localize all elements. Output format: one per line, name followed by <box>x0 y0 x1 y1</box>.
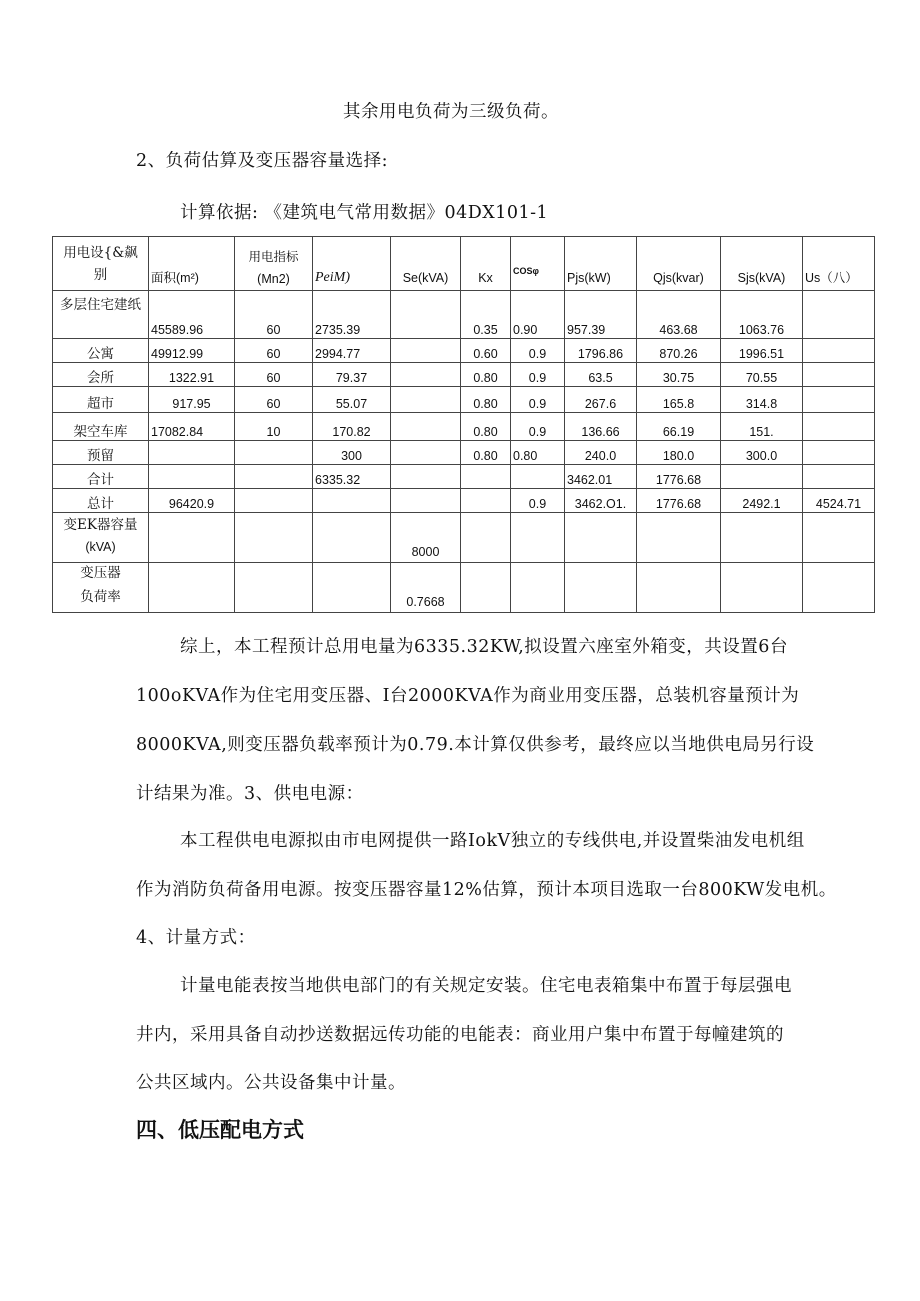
row-se <box>391 489 461 513</box>
row-cos: 0.80 <box>511 441 565 465</box>
capacity-empty-cell <box>565 513 637 563</box>
row-cos: 0.9 <box>511 387 565 413</box>
row-index <box>235 465 313 489</box>
row-area: 49912.99 <box>149 339 235 363</box>
row-index <box>235 489 313 513</box>
header-cos <box>511 237 565 291</box>
capacity-empty-cell <box>235 513 313 563</box>
row-cos <box>511 465 565 489</box>
load-rate-value: 0.7668 <box>391 563 461 613</box>
load-rate-empty-cell <box>313 563 391 613</box>
header-name <box>53 237 149 291</box>
load-rate-empty-cell <box>637 563 721 613</box>
row-pjs: 3462.O1. <box>565 489 637 513</box>
header-kx: Kx <box>461 237 511 291</box>
row-qjs: 165.8 <box>637 387 721 413</box>
paragraph-line: 综上，本工程预计总用电量为6335.32KW,拟设置六座室外箱变，共设置6台 <box>180 637 788 657</box>
load-rate-label <box>53 563 149 613</box>
row-index <box>235 441 313 465</box>
row-qjs: 1776.68 <box>637 489 721 513</box>
capacity-empty-cell <box>511 513 565 563</box>
load-rate-empty-cell <box>803 563 875 613</box>
row-sjs: 70.55 <box>721 363 803 387</box>
row-sjs: 314.8 <box>721 387 803 413</box>
load-rate-label-line1: 变压器 <box>80 565 121 581</box>
row-sjs: 1996.51 <box>721 339 803 363</box>
row-pjs: 136.66 <box>565 413 637 441</box>
row-kx: 0.35 <box>461 291 511 339</box>
row-sjs: 2492.1 <box>721 489 803 513</box>
header-area: 面积(m²) <box>149 237 235 291</box>
row-index: 60 <box>235 387 313 413</box>
table-row <box>53 413 875 441</box>
row-us <box>803 441 875 465</box>
header-pjs: Pjs(kW) <box>565 237 637 291</box>
paragraph-line: 作为消防负荷备用电源。按变压器容量12%估算，预计本项目选取一台800KW发电机。 <box>136 880 837 900</box>
paragraph-line: 井内，采用具备自动抄送数据远传功能的电能表：商业用户集中布置于每幢建筑的 <box>136 1025 784 1045</box>
row-cos: 0.9 <box>511 413 565 441</box>
load-calculation-table <box>52 236 875 613</box>
header-cos-label: COSφ <box>513 266 539 276</box>
row-se <box>391 387 461 413</box>
capacity-empty-cell <box>721 513 803 563</box>
row-area: 917.95 <box>149 387 235 413</box>
capacity-empty-cell <box>637 513 721 563</box>
row-us <box>803 387 875 413</box>
header-name-line2: 别 <box>93 267 108 283</box>
row-pjs: 3462.01 <box>565 465 637 489</box>
row-cos: 0.9 <box>511 363 565 387</box>
row-qjs: 870.26 <box>637 339 721 363</box>
table-row <box>53 465 875 489</box>
header-index <box>235 237 313 291</box>
capacity-label <box>53 513 149 563</box>
row-pe: 55.07 <box>313 387 391 413</box>
row-name: 架空车库 <box>53 413 149 441</box>
row-area <box>149 465 235 489</box>
header-index-line1: 用电指标 <box>248 250 299 264</box>
header-name-line1: 用电设{&飙 <box>63 245 138 261</box>
row-pjs: 240.0 <box>565 441 637 465</box>
row-us <box>803 339 875 363</box>
row-qjs: 463.68 <box>637 291 721 339</box>
paragraph-line: 100oKVA作为住宅用变压器、I台2000KVA作为商业用变压器，总装机容量预计为 <box>136 686 800 706</box>
table-row-total <box>53 489 875 513</box>
row-us <box>803 465 875 489</box>
table-row <box>53 387 875 413</box>
row-cos: 0.9 <box>511 489 565 513</box>
capacity-label-line2: (kVA) <box>85 540 116 554</box>
capacity-value: 8000 <box>391 513 461 563</box>
row-pe: 2735.39 <box>313 291 391 339</box>
row-pjs: 957.39 <box>565 291 637 339</box>
row-se <box>391 441 461 465</box>
row-pjs: 267.6 <box>565 387 637 413</box>
row-kx: 0.80 <box>461 441 511 465</box>
row-se <box>391 363 461 387</box>
table-row-capacity <box>53 513 875 563</box>
text-line: 其余用电负荷为三级负荷。 <box>343 102 559 122</box>
subsection-heading: 2、负荷估算及变压器容量选择: <box>136 151 389 171</box>
row-pe: 300 <box>313 441 391 465</box>
paragraph-line: 计结果为准。3、供电电源： <box>136 784 364 804</box>
row-cos: 0.9 <box>511 339 565 363</box>
row-pe: 79.37 <box>313 363 391 387</box>
load-rate-label-line2: 负荷率 <box>80 589 121 605</box>
section-title: 四、低压配电方式 <box>136 1118 304 1142</box>
row-sjs: 151. <box>721 413 803 441</box>
table-row <box>53 291 875 339</box>
row-us <box>803 363 875 387</box>
row-us: 4524.71 <box>803 489 875 513</box>
row-kx <box>461 489 511 513</box>
row-pjs: 1796.86 <box>565 339 637 363</box>
table-row <box>53 363 875 387</box>
paragraph-line: 本工程供电电源拟由市电网提供一路IokV独立的专线供电,并设置柴油发电机组 <box>180 831 805 851</box>
text-line: 计算依据: 《建筑电气常用数据》04DX101-1 <box>180 203 549 223</box>
row-area: 96420.9 <box>149 489 235 513</box>
row-name: 会所 <box>53 363 149 387</box>
load-rate-empty-cell <box>565 563 637 613</box>
row-us <box>803 413 875 441</box>
load-rate-empty-cell <box>149 563 235 613</box>
row-se <box>391 291 461 339</box>
table-row <box>53 441 875 465</box>
row-name: 预留 <box>53 441 149 465</box>
header-pe: PeiM) <box>313 237 391 291</box>
load-rate-empty-cell <box>511 563 565 613</box>
paragraph-line: 公共区域内。公共设备集中计量。 <box>136 1073 406 1093</box>
row-qjs: 66.19 <box>637 413 721 441</box>
row-sjs: 300.0 <box>721 441 803 465</box>
row-qjs: 1776.68 <box>637 465 721 489</box>
row-name: 合计 <box>53 465 149 489</box>
row-sjs <box>721 465 803 489</box>
row-area: 17082.84 <box>149 413 235 441</box>
row-kx: 0.60 <box>461 339 511 363</box>
row-area: 45589.96 <box>149 291 235 339</box>
capacity-label-line1: 变EK器容量 <box>63 517 138 533</box>
row-kx: 0.80 <box>461 413 511 441</box>
load-rate-empty-cell <box>235 563 313 613</box>
row-name: 公寓 <box>53 339 149 363</box>
header-se: Se(kVA) <box>391 237 461 291</box>
row-se <box>391 339 461 363</box>
row-qjs: 30.75 <box>637 363 721 387</box>
row-area: 1322.91 <box>149 363 235 387</box>
table-row <box>53 339 875 363</box>
load-rate-empty-cell <box>721 563 803 613</box>
row-kx <box>461 465 511 489</box>
row-index: 60 <box>235 363 313 387</box>
row-pe: 6335.32 <box>313 465 391 489</box>
capacity-empty-cell <box>149 513 235 563</box>
capacity-empty-cell <box>313 513 391 563</box>
subsection-heading: 4、计量方式： <box>136 928 256 948</box>
header-us: Us（八） <box>803 237 875 291</box>
table-row-load-rate <box>53 563 875 613</box>
row-se <box>391 465 461 489</box>
row-sjs: 1063.76 <box>721 291 803 339</box>
row-index: 60 <box>235 339 313 363</box>
header-qjs: Qjs(kvar) <box>637 237 721 291</box>
header-sjs: Sjs(kVA) <box>721 237 803 291</box>
paragraph-line: 计量电能表按当地供电部门的有关规定安装。住宅电表箱集中布置于每层强电 <box>180 976 792 996</box>
row-index: 10 <box>235 413 313 441</box>
row-qjs: 180.0 <box>637 441 721 465</box>
load-rate-empty-cell <box>461 563 511 613</box>
paragraph-line: 8000KVA,则变压器负载率预计为0.79.本计算仅供参考，最终应以当地供电局另行设 <box>136 735 815 755</box>
row-kx: 0.80 <box>461 387 511 413</box>
row-pe: 2994.77 <box>313 339 391 363</box>
row-pe: 170.82 <box>313 413 391 441</box>
row-name: 超市 <box>53 387 149 413</box>
row-pe <box>313 489 391 513</box>
row-us <box>803 291 875 339</box>
row-kx: 0.80 <box>461 363 511 387</box>
capacity-empty-cell <box>803 513 875 563</box>
row-pjs: 63.5 <box>565 363 637 387</box>
header-index-line2: (Mn2) <box>257 272 290 286</box>
row-index: 60 <box>235 291 313 339</box>
table-header-row <box>53 237 875 291</box>
row-name: 总计 <box>53 489 149 513</box>
row-area <box>149 441 235 465</box>
capacity-empty-cell <box>461 513 511 563</box>
row-se <box>391 413 461 441</box>
row-name: 多层住宅建纸 <box>53 291 149 339</box>
row-cos: 0.90 <box>511 291 565 339</box>
